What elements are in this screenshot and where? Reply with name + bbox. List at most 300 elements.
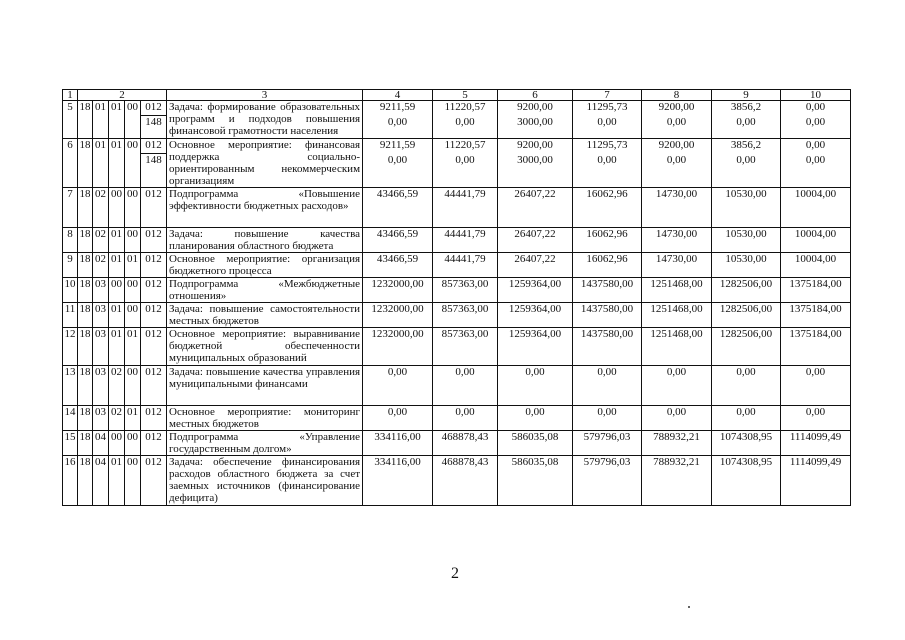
code-event: 00 bbox=[125, 228, 141, 253]
code-subprogram: 03 bbox=[93, 303, 109, 328]
value-cell bbox=[363, 406, 433, 431]
value-cell bbox=[781, 139, 851, 188]
value-primary: 0,00 bbox=[387, 406, 408, 418]
value-primary: 14730,00 bbox=[655, 253, 698, 265]
value-cell bbox=[363, 328, 433, 366]
code-task: 01 bbox=[109, 139, 125, 188]
value-primary: 11295,73 bbox=[586, 101, 628, 113]
code-task: 01 bbox=[109, 228, 125, 253]
grbs-code bbox=[141, 406, 167, 431]
item-description: Основное мероприятие: мониторинг местных бюджетов bbox=[167, 406, 363, 431]
value-secondary: 0,00 bbox=[805, 153, 826, 166]
value-primary: 468878,43 bbox=[441, 456, 489, 468]
code-program: 18 bbox=[78, 303, 93, 328]
value-cell bbox=[498, 278, 573, 303]
value-cell bbox=[781, 431, 851, 456]
value-primary: 0,00 bbox=[525, 406, 545, 418]
grbs-code-value: 012 bbox=[145, 253, 162, 265]
value-primary: 9200,00 bbox=[517, 139, 553, 151]
value-cell bbox=[712, 328, 781, 366]
value-cell bbox=[363, 456, 433, 506]
value-cell bbox=[712, 139, 781, 188]
value-primary: 44441,79 bbox=[444, 253, 486, 265]
col-header-6: 6 bbox=[498, 90, 573, 101]
value-cell bbox=[433, 406, 498, 431]
value-cell bbox=[573, 406, 642, 431]
grbs-code-value: 012 bbox=[145, 228, 162, 240]
grbs-code bbox=[141, 303, 167, 328]
value-primary: 1232000,00 bbox=[371, 328, 424, 340]
code-subprogram: 01 bbox=[93, 101, 109, 139]
value-primary: 43466,59 bbox=[376, 228, 419, 240]
item-description: Основное мероприятие: выравнивание бюджетной обеспеченности муниципальных образований bbox=[167, 328, 363, 366]
value-cell bbox=[498, 139, 573, 188]
value-secondary: 0,00 bbox=[597, 115, 617, 128]
code-subprogram: 04 bbox=[93, 456, 109, 506]
value-cell bbox=[712, 253, 781, 278]
value-primary: 9200,00 bbox=[517, 101, 553, 113]
grbs-code-value: 012 bbox=[145, 366, 162, 378]
value-cell bbox=[498, 431, 573, 456]
value-primary: 0,00 bbox=[597, 406, 617, 418]
value-secondary: 0,00 bbox=[455, 115, 475, 128]
table-row bbox=[63, 188, 851, 228]
code-event: 00 bbox=[125, 366, 141, 406]
value-cell bbox=[433, 188, 498, 228]
grbs-code bbox=[141, 228, 167, 253]
col-header-10: 10 bbox=[781, 90, 851, 101]
value-primary: 1282506,00 bbox=[719, 328, 773, 340]
value-cell bbox=[363, 101, 433, 139]
value-primary: 0,00 bbox=[666, 406, 687, 418]
value-primary: 1282506,00 bbox=[719, 303, 773, 315]
code-task: 01 bbox=[109, 101, 125, 139]
row-number: 6 bbox=[63, 139, 78, 188]
code-program: 18 bbox=[78, 188, 93, 228]
grbs-code bbox=[141, 278, 167, 303]
value-cell bbox=[642, 328, 712, 366]
value-primary: 586035,08 bbox=[511, 456, 559, 468]
value-cell bbox=[433, 366, 498, 406]
grbs-code-secondary: 148 bbox=[141, 115, 166, 129]
value-primary: 1251468,00 bbox=[650, 303, 703, 315]
value-primary: 14730,00 bbox=[655, 228, 698, 240]
table-row bbox=[63, 253, 851, 278]
col-header-7: 7 bbox=[573, 90, 642, 101]
value-secondary: 0,00 bbox=[387, 115, 408, 128]
value-cell bbox=[781, 456, 851, 506]
value-cell bbox=[712, 456, 781, 506]
value-primary: 3856,2 bbox=[730, 139, 762, 151]
grbs-code-value: 012 bbox=[145, 431, 162, 443]
value-primary: 1375184,00 bbox=[789, 303, 842, 315]
code-event: 01 bbox=[125, 328, 141, 366]
code-event: 00 bbox=[125, 278, 141, 303]
value-cell bbox=[433, 139, 498, 188]
value-primary: 1259364,00 bbox=[508, 303, 562, 315]
grbs-code-value: 012 bbox=[145, 456, 162, 468]
value-cell bbox=[433, 253, 498, 278]
value-cell bbox=[573, 278, 642, 303]
value-cell bbox=[363, 278, 433, 303]
value-cell bbox=[781, 406, 851, 431]
value-cell bbox=[781, 228, 851, 253]
budget-table bbox=[62, 89, 851, 506]
value-cell bbox=[642, 228, 712, 253]
item-description: Задача: повышение качества управления муниципальными финансами bbox=[167, 366, 363, 406]
value-primary: 10004,00 bbox=[794, 228, 837, 240]
value-primary: 26407,22 bbox=[514, 253, 556, 265]
code-task: 02 bbox=[109, 406, 125, 431]
value-primary: 1437580,00 bbox=[580, 303, 634, 315]
table-row bbox=[63, 101, 851, 139]
value-secondary: 0,00 bbox=[666, 115, 687, 128]
item-description: Основное мероприятие: организация бюджетного процесса bbox=[167, 253, 363, 278]
col-header-4: 4 bbox=[363, 90, 433, 101]
value-cell bbox=[781, 328, 851, 366]
value-cell bbox=[712, 228, 781, 253]
grbs-code bbox=[141, 139, 167, 188]
row-number: 12 bbox=[63, 328, 78, 366]
value-cell bbox=[573, 228, 642, 253]
code-subprogram: 03 bbox=[93, 328, 109, 366]
value-cell bbox=[573, 303, 642, 328]
value-primary: 468878,43 bbox=[441, 431, 489, 443]
value-primary: 1074308,95 bbox=[719, 431, 773, 443]
code-task: 01 bbox=[109, 303, 125, 328]
row-number: 16 bbox=[63, 456, 78, 506]
value-primary: 1259364,00 bbox=[508, 328, 562, 340]
item-description: Подпрограмма «Управление государственным долгом» bbox=[167, 431, 363, 456]
grbs-code bbox=[141, 328, 167, 366]
value-cell bbox=[642, 278, 712, 303]
grbs-code-secondary: 148 bbox=[141, 153, 166, 167]
code-subprogram: 02 bbox=[93, 188, 109, 228]
value-primary: 1437580,00 bbox=[580, 328, 634, 340]
value-cell bbox=[781, 253, 851, 278]
header-row bbox=[63, 90, 851, 101]
code-task: 00 bbox=[109, 431, 125, 456]
value-secondary: 0,00 bbox=[736, 153, 756, 166]
value-primary: 9200,00 bbox=[658, 139, 695, 151]
value-primary: 586035,08 bbox=[511, 431, 559, 443]
value-cell bbox=[363, 431, 433, 456]
value-primary: 857363,00 bbox=[441, 328, 489, 340]
value-primary: 0,00 bbox=[736, 366, 756, 378]
table-row bbox=[63, 278, 851, 303]
value-primary: 11295,73 bbox=[586, 139, 628, 151]
col-header-1: 1 bbox=[63, 90, 78, 101]
table-row bbox=[63, 406, 851, 431]
code-event: 00 bbox=[125, 303, 141, 328]
value-secondary: 0,00 bbox=[805, 115, 826, 128]
code-program: 18 bbox=[78, 253, 93, 278]
value-cell bbox=[433, 328, 498, 366]
value-cell bbox=[712, 188, 781, 228]
value-cell bbox=[573, 101, 642, 139]
code-task: 01 bbox=[109, 456, 125, 506]
value-cell bbox=[573, 139, 642, 188]
value-primary: 3856,2 bbox=[730, 101, 762, 113]
code-task: 00 bbox=[109, 188, 125, 228]
value-primary: 14730,00 bbox=[655, 188, 698, 200]
item-description: Задача: формирование образовательных программ и подходов повышения финансовой грамотности населения bbox=[167, 101, 363, 139]
value-primary: 9211,59 bbox=[379, 139, 416, 151]
value-primary: 1259364,00 bbox=[508, 278, 562, 290]
value-cell bbox=[712, 431, 781, 456]
value-cell bbox=[573, 328, 642, 366]
code-task: 00 bbox=[109, 278, 125, 303]
grbs-code bbox=[141, 456, 167, 506]
value-cell bbox=[642, 139, 712, 188]
item-description: Задача: повышение качества планирования областного бюджета bbox=[167, 228, 363, 253]
table-row bbox=[63, 456, 851, 506]
code-program: 18 bbox=[78, 366, 93, 406]
value-cell bbox=[642, 366, 712, 406]
table-row bbox=[63, 228, 851, 253]
value-cell bbox=[498, 328, 573, 366]
value-primary: 0,00 bbox=[597, 366, 617, 378]
table-row bbox=[63, 431, 851, 456]
value-cell bbox=[363, 366, 433, 406]
value-cell bbox=[363, 188, 433, 228]
code-program: 18 bbox=[78, 431, 93, 456]
value-primary: 10004,00 bbox=[794, 253, 837, 265]
value-primary: 579796,03 bbox=[583, 431, 631, 443]
item-description: Задача: повышение самостоятельности местных бюджетов bbox=[167, 303, 363, 328]
value-primary: 11220,57 bbox=[444, 101, 486, 113]
grbs-code-value: 012 bbox=[145, 101, 162, 113]
code-subprogram: 02 bbox=[93, 228, 109, 253]
value-primary: 43466,59 bbox=[376, 188, 419, 200]
grbs-code-value: 012 bbox=[145, 328, 162, 340]
value-primary: 16062,96 bbox=[586, 188, 628, 200]
row-number: 13 bbox=[63, 366, 78, 406]
row-number: 15 bbox=[63, 431, 78, 456]
code-program: 18 bbox=[78, 228, 93, 253]
code-program: 18 bbox=[78, 456, 93, 506]
page-number: 2 bbox=[451, 565, 459, 582]
value-primary: 44441,79 bbox=[444, 228, 486, 240]
row-number: 9 bbox=[63, 253, 78, 278]
row-number: 5 bbox=[63, 101, 78, 139]
value-primary: 26407,22 bbox=[514, 228, 556, 240]
value-cell bbox=[712, 406, 781, 431]
code-task: 01 bbox=[109, 328, 125, 366]
value-primary: 0,00 bbox=[805, 139, 826, 151]
value-primary: 1375184,00 bbox=[789, 328, 842, 340]
value-primary: 579796,03 bbox=[583, 456, 631, 468]
code-subprogram: 02 bbox=[93, 253, 109, 278]
code-event: 01 bbox=[125, 253, 141, 278]
row-number: 8 bbox=[63, 228, 78, 253]
code-program: 18 bbox=[78, 406, 93, 431]
value-primary: 11220,57 bbox=[444, 139, 486, 151]
value-primary: 1114099,49 bbox=[789, 431, 842, 443]
value-primary: 857363,00 bbox=[441, 278, 489, 290]
value-cell bbox=[498, 188, 573, 228]
value-primary: 334116,00 bbox=[374, 431, 421, 443]
col-header-8: 8 bbox=[642, 90, 712, 101]
value-cell bbox=[433, 228, 498, 253]
value-primary: 0,00 bbox=[666, 366, 687, 378]
code-event: 00 bbox=[125, 139, 141, 188]
table-row bbox=[63, 328, 851, 366]
table-row bbox=[63, 366, 851, 406]
value-cell bbox=[498, 253, 573, 278]
value-primary: 788932,21 bbox=[653, 456, 700, 468]
value-secondary: 3000,00 bbox=[517, 153, 553, 166]
row-number: 7 bbox=[63, 188, 78, 228]
value-primary: 0,00 bbox=[805, 101, 826, 113]
value-cell bbox=[781, 303, 851, 328]
value-cell bbox=[433, 101, 498, 139]
value-cell bbox=[642, 188, 712, 228]
col-header-3: 3 bbox=[167, 90, 363, 101]
value-cell bbox=[363, 303, 433, 328]
grbs-code-value: 012 bbox=[145, 188, 162, 200]
value-primary: 43466,59 bbox=[376, 253, 419, 265]
grbs-code bbox=[141, 188, 167, 228]
grbs-code bbox=[141, 366, 167, 406]
grbs-code bbox=[141, 101, 167, 139]
value-primary: 0,00 bbox=[805, 406, 826, 418]
grbs-code-value: 012 bbox=[145, 278, 162, 290]
value-cell bbox=[433, 303, 498, 328]
value-primary: 1375184,00 bbox=[789, 278, 842, 290]
value-primary: 788932,21 bbox=[653, 431, 700, 443]
code-event: 00 bbox=[125, 456, 141, 506]
code-subprogram: 03 bbox=[93, 366, 109, 406]
value-cell bbox=[363, 228, 433, 253]
value-cell bbox=[642, 101, 712, 139]
value-cell bbox=[498, 366, 573, 406]
value-primary: 10530,00 bbox=[725, 188, 767, 200]
item-description: Основное мероприятие: финансовая поддержка социально-ориентированным некоммерческим организациям bbox=[167, 139, 363, 188]
table-row bbox=[63, 139, 851, 188]
value-secondary: 3000,00 bbox=[517, 115, 553, 128]
value-cell bbox=[498, 101, 573, 139]
value-primary: 44441,79 bbox=[444, 188, 486, 200]
code-subprogram: 04 bbox=[93, 431, 109, 456]
row-number: 14 bbox=[63, 406, 78, 431]
value-primary: 1251468,00 bbox=[650, 278, 703, 290]
grbs-code-value: 012 bbox=[145, 139, 162, 151]
code-task: 02 bbox=[109, 366, 125, 406]
code-program: 18 bbox=[78, 278, 93, 303]
value-cell bbox=[363, 253, 433, 278]
grbs-code bbox=[141, 253, 167, 278]
row-number: 11 bbox=[63, 303, 78, 328]
value-cell bbox=[573, 366, 642, 406]
value-secondary: 0,00 bbox=[597, 153, 617, 166]
item-description: Задача: обеспечение финансирования расходов областного бюджета за счет заемных источников (финансирование дефицита) bbox=[167, 456, 363, 506]
code-program: 18 bbox=[78, 328, 93, 366]
value-secondary: 0,00 bbox=[666, 153, 687, 166]
value-cell bbox=[781, 101, 851, 139]
value-cell bbox=[642, 431, 712, 456]
value-primary: 1232000,00 bbox=[371, 278, 424, 290]
value-cell bbox=[573, 188, 642, 228]
grbs-code-value: 012 bbox=[145, 303, 162, 315]
value-primary: 0,00 bbox=[525, 366, 545, 378]
value-primary: 0,00 bbox=[736, 406, 756, 418]
code-event: 01 bbox=[125, 406, 141, 431]
code-program: 18 bbox=[78, 139, 93, 188]
value-primary: 1114099,49 bbox=[789, 456, 842, 468]
code-subprogram: 03 bbox=[93, 406, 109, 431]
value-cell bbox=[433, 278, 498, 303]
value-primary: 9200,00 bbox=[658, 101, 695, 113]
value-cell bbox=[712, 278, 781, 303]
value-primary: 1437580,00 bbox=[580, 278, 634, 290]
value-primary: 16062,96 bbox=[586, 228, 628, 240]
grbs-code bbox=[141, 431, 167, 456]
value-cell bbox=[712, 101, 781, 139]
value-cell bbox=[642, 253, 712, 278]
value-cell bbox=[642, 303, 712, 328]
row-number: 10 bbox=[63, 278, 78, 303]
value-cell bbox=[573, 456, 642, 506]
value-secondary: 0,00 bbox=[387, 153, 408, 166]
value-cell bbox=[642, 456, 712, 506]
table-row bbox=[63, 303, 851, 328]
value-primary: 1232000,00 bbox=[371, 303, 424, 315]
value-primary: 334116,00 bbox=[374, 456, 421, 468]
value-primary: 857363,00 bbox=[441, 303, 489, 315]
value-cell bbox=[498, 456, 573, 506]
value-primary: 10004,00 bbox=[794, 188, 837, 200]
value-secondary: 0,00 bbox=[736, 115, 756, 128]
value-cell bbox=[498, 406, 573, 431]
value-cell bbox=[781, 278, 851, 303]
value-secondary: 0,00 bbox=[455, 153, 475, 166]
value-cell bbox=[498, 303, 573, 328]
code-subprogram: 03 bbox=[93, 278, 109, 303]
value-primary: 0,00 bbox=[455, 366, 475, 378]
value-cell bbox=[712, 303, 781, 328]
code-program: 18 bbox=[78, 101, 93, 139]
col-header-5: 5 bbox=[433, 90, 498, 101]
value-cell bbox=[498, 228, 573, 253]
value-primary: 1282506,00 bbox=[719, 278, 773, 290]
value-cell bbox=[781, 366, 851, 406]
value-primary: 1074308,95 bbox=[719, 456, 773, 468]
code-subprogram: 01 bbox=[93, 139, 109, 188]
grbs-code-value: 012 bbox=[145, 406, 162, 418]
value-cell bbox=[712, 366, 781, 406]
value-primary: 10530,00 bbox=[725, 228, 767, 240]
item-description: Подпрограмма «Межбюджетные отношения» bbox=[167, 278, 363, 303]
value-primary: 16062,96 bbox=[586, 253, 628, 265]
scan-dot bbox=[688, 606, 690, 608]
value-cell bbox=[363, 139, 433, 188]
value-primary: 0,00 bbox=[455, 406, 475, 418]
value-cell bbox=[781, 188, 851, 228]
value-cell bbox=[433, 456, 498, 506]
value-cell bbox=[433, 431, 498, 456]
value-primary: 1251468,00 bbox=[650, 328, 703, 340]
value-primary: 26407,22 bbox=[514, 188, 556, 200]
value-cell bbox=[642, 406, 712, 431]
code-task: 01 bbox=[109, 253, 125, 278]
value-primary: 10530,00 bbox=[725, 253, 767, 265]
value-primary: 0,00 bbox=[805, 366, 826, 378]
code-event: 00 bbox=[125, 188, 141, 228]
item-description: Подпрограмма «Повышение эффективности бюджетных расходов» bbox=[167, 188, 363, 228]
col-header-9: 9 bbox=[712, 90, 781, 101]
value-cell bbox=[573, 431, 642, 456]
